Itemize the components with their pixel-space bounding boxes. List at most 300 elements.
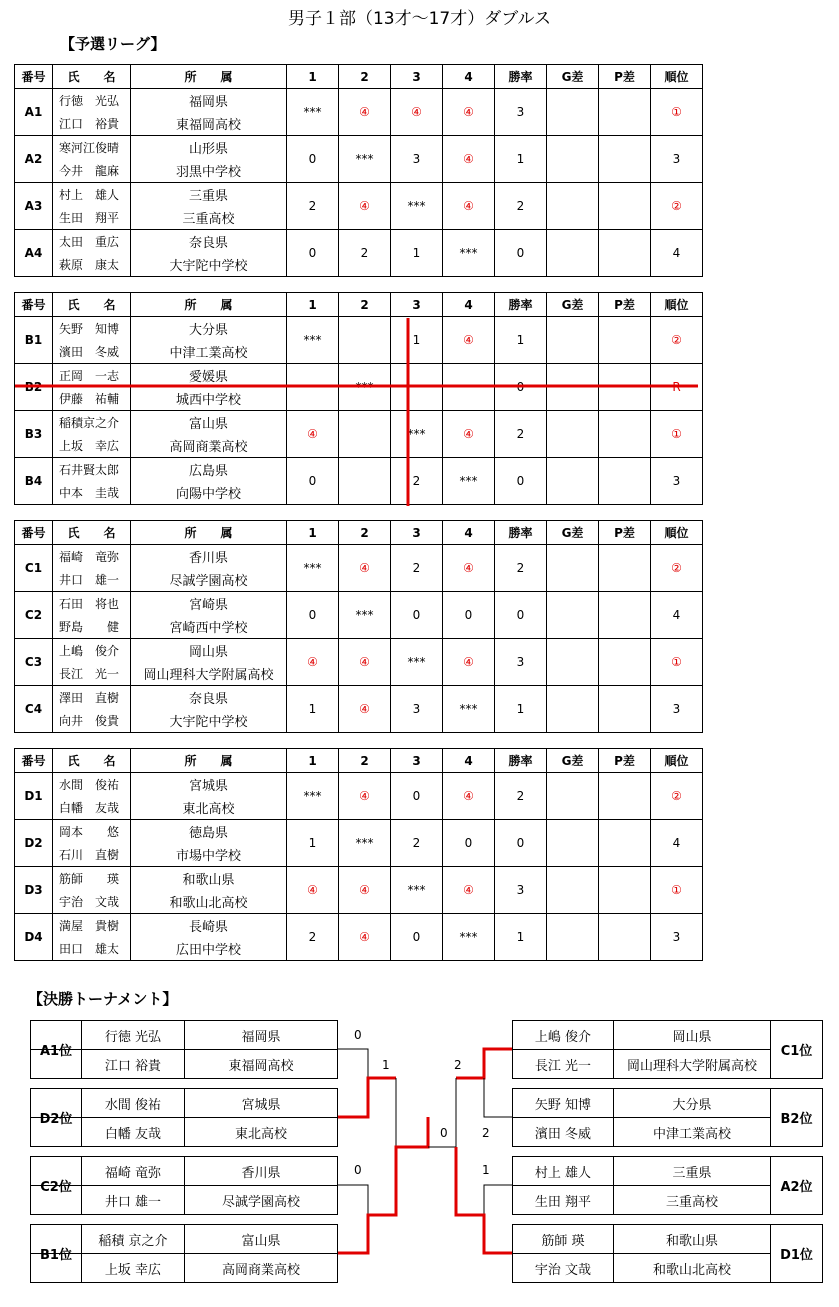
affiliation-pref: 和歌山県 — [131, 867, 287, 891]
header-c1: 1 — [287, 749, 339, 773]
header-c2: 2 — [339, 293, 391, 317]
result-cell: 0 — [391, 592, 443, 639]
p-diff — [599, 317, 651, 364]
affiliation-school: 和歌山北高校 — [652, 1262, 731, 1278]
header-name: 氏 名 — [53, 293, 131, 317]
header-no: 番号 — [15, 749, 53, 773]
player-name: 長江 光一 — [534, 1058, 592, 1074]
result-cell: ④ — [287, 639, 339, 686]
result-cell: *** — [443, 914, 495, 961]
header-g: G差 — [547, 65, 599, 89]
match-score: 1 — [382, 1058, 390, 1072]
win-count: 1 — [495, 686, 547, 733]
affiliation-pref: 福岡県 — [131, 89, 287, 113]
player-name: 井口 雄一 — [104, 1194, 162, 1210]
rank-cell: 3 — [651, 914, 703, 961]
result-cell: *** — [443, 458, 495, 505]
rank-cell: 3 — [651, 136, 703, 183]
header-rank: 順位 — [651, 65, 703, 89]
p-diff — [599, 914, 651, 961]
g-diff — [547, 411, 599, 458]
pair-id: C1 — [15, 545, 53, 592]
result-cell: *** — [287, 773, 339, 820]
g-diff — [547, 867, 599, 914]
player-name: 福崎 竜弥 — [53, 545, 131, 569]
pair-id: A3 — [15, 183, 53, 230]
affiliation-pref: 徳島県 — [131, 820, 287, 844]
pair-id: D4 — [15, 914, 53, 961]
header-win: 勝率 — [495, 65, 547, 89]
result-cell: ④ — [339, 867, 391, 914]
player-name: 稲積京之介 — [53, 411, 131, 435]
rank-cell: 4 — [651, 592, 703, 639]
win-count: 0 — [495, 820, 547, 867]
player-name: 村上 雄人 — [53, 183, 131, 207]
result-cell: ④ — [339, 773, 391, 820]
player-name: 矢野 知博 — [534, 1097, 592, 1113]
result-cell: 1 — [391, 230, 443, 277]
g-diff — [547, 639, 599, 686]
player-name: 上嶋 俊介 — [53, 639, 131, 663]
result-cell: ④ — [339, 89, 391, 136]
p-diff — [599, 136, 651, 183]
header-c3: 3 — [391, 293, 443, 317]
affiliation-school: 宮崎西中学校 — [131, 615, 287, 639]
match-score: 2 — [454, 1058, 462, 1072]
seed-label: D1位 — [780, 1248, 813, 1263]
pair-id: C4 — [15, 686, 53, 733]
seed-label: B2位 — [780, 1112, 813, 1127]
rank-cell: ① — [651, 867, 703, 914]
player-name: 生田 翔平 — [534, 1194, 592, 1210]
bracket-entry — [30, 1020, 338, 1079]
player-name: 萩原 康太 — [53, 253, 131, 277]
player-name: 生田 翔平 — [53, 206, 131, 230]
result-cell — [339, 317, 391, 364]
p-diff — [599, 773, 651, 820]
header-p: P差 — [599, 65, 651, 89]
affiliation-pref: 富山県 — [131, 411, 287, 435]
result-cell: ④ — [391, 89, 443, 136]
bracket-entry — [30, 1088, 338, 1147]
win-count: 1 — [495, 317, 547, 364]
rank-cell: ② — [651, 773, 703, 820]
result-cell: ④ — [443, 136, 495, 183]
result-cell: 2 — [391, 545, 443, 592]
affiliation-school: 大宇陀中学校 — [131, 253, 287, 277]
result-cell — [391, 364, 443, 411]
result-cell: 0 — [391, 773, 443, 820]
player-name: 岡本 悠 — [53, 820, 131, 844]
g-diff — [547, 136, 599, 183]
bracket-entry — [512, 1224, 824, 1283]
player-name: 正岡 一志 — [53, 364, 131, 388]
result-cell: 3 — [391, 136, 443, 183]
result-cell: ④ — [339, 183, 391, 230]
seed-label: C1位 — [780, 1044, 813, 1059]
affiliation-pref: 岡山県 — [131, 639, 287, 663]
player-name: 濱田 冬威 — [534, 1126, 592, 1142]
g-diff — [547, 773, 599, 820]
player-name: 村上 雄人 — [534, 1165, 592, 1181]
g-diff — [547, 686, 599, 733]
header-c4: 4 — [443, 521, 495, 545]
win-count: 1 — [495, 914, 547, 961]
rank-cell: 3 — [651, 458, 703, 505]
pair-id: D1 — [15, 773, 53, 820]
header-name: 氏 名 — [53, 749, 131, 773]
rank-cell: ① — [651, 411, 703, 458]
affiliation-school: 尽誠学園高校 — [221, 1194, 300, 1210]
affiliation-school: 東北高校 — [131, 796, 287, 820]
bracket-entry — [512, 1156, 824, 1215]
result-cell: ④ — [339, 545, 391, 592]
header-no: 番号 — [15, 65, 53, 89]
affiliation-school: 中津工業高校 — [131, 340, 287, 364]
result-cell: 2 — [391, 458, 443, 505]
header-win: 勝率 — [495, 749, 547, 773]
rank-cell: 4 — [651, 230, 703, 277]
player-name: 向井 俊貴 — [53, 709, 131, 733]
g-diff — [547, 317, 599, 364]
header-rank: 順位 — [651, 521, 703, 545]
result-cell: 0 — [287, 592, 339, 639]
p-diff — [599, 686, 651, 733]
affiliation-pref: 宮崎県 — [131, 592, 287, 616]
header-c1: 1 — [287, 293, 339, 317]
pair-id: C3 — [15, 639, 53, 686]
affiliation-pref: 富山県 — [241, 1233, 281, 1249]
player-name: 井口 雄一 — [53, 568, 131, 592]
affiliation-school: 尽誠学園高校 — [131, 568, 287, 592]
affiliation-pref: 香川県 — [131, 545, 287, 569]
affiliation-school: 向陽中学校 — [131, 481, 287, 505]
header-win: 勝率 — [495, 293, 547, 317]
g-diff — [547, 545, 599, 592]
rank-cell: ① — [651, 89, 703, 136]
affiliation-pref: 大分県 — [131, 317, 287, 341]
header-name: 氏 名 — [53, 521, 131, 545]
pair-id: C2 — [15, 592, 53, 639]
player-name: 稲積 京之介 — [98, 1233, 168, 1249]
result-cell: ④ — [443, 411, 495, 458]
p-diff — [599, 820, 651, 867]
player-name: 石川 直樹 — [53, 843, 131, 867]
p-diff — [599, 867, 651, 914]
bracket-entry — [512, 1020, 824, 1079]
header-p: P差 — [599, 293, 651, 317]
result-cell: 0 — [443, 820, 495, 867]
affiliation-pref: 大分県 — [672, 1097, 712, 1113]
p-diff — [599, 183, 651, 230]
page-title: 男子１部（13才～17才）ダブルス — [287, 9, 552, 29]
player-name: 満屋 貴樹 — [53, 914, 131, 938]
result-cell: *** — [287, 89, 339, 136]
header-c1: 1 — [287, 521, 339, 545]
result-cell — [339, 411, 391, 458]
header-c4: 4 — [443, 65, 495, 89]
affiliation-school: 城西中学校 — [131, 387, 287, 411]
result-cell: *** — [287, 545, 339, 592]
rank-cell: 4 — [651, 820, 703, 867]
result-cell: ④ — [339, 686, 391, 733]
seed-label: B1位 — [31, 1225, 82, 1282]
header-c3: 3 — [391, 65, 443, 89]
match-score: 0 — [354, 1028, 362, 1042]
affiliation-pref: 広島県 — [131, 458, 287, 482]
player-name: 石田 将也 — [53, 592, 131, 616]
g-diff — [547, 914, 599, 961]
affiliation-school: 中津工業高校 — [652, 1126, 731, 1142]
header-c4: 4 — [443, 293, 495, 317]
header-p: P差 — [599, 749, 651, 773]
header-g: G差 — [547, 521, 599, 545]
result-cell: *** — [339, 364, 391, 411]
affiliation-school: 広田中学校 — [131, 937, 287, 961]
result-cell: ④ — [443, 89, 495, 136]
p-diff — [599, 230, 651, 277]
rank-cell: ② — [651, 317, 703, 364]
rank-cell: ② — [651, 183, 703, 230]
player-name: 上坂 幸広 — [53, 434, 131, 458]
affiliation-pref: 宮城県 — [131, 773, 287, 797]
g-diff — [547, 230, 599, 277]
g-diff — [547, 89, 599, 136]
win-count: 2 — [495, 411, 547, 458]
affiliation-school: 東北高校 — [234, 1126, 287, 1142]
affiliation-school: 三重高校 — [131, 206, 287, 230]
result-cell: ④ — [443, 183, 495, 230]
result-cell: ④ — [287, 867, 339, 914]
player-name: 筋師 瑛 — [541, 1233, 585, 1249]
result-cell: 0 — [287, 136, 339, 183]
seed-label: A2位 — [780, 1180, 813, 1195]
g-diff — [547, 183, 599, 230]
rank-cell: ① — [651, 639, 703, 686]
player-name: 上嶋 俊介 — [534, 1029, 592, 1045]
player-name: 行徳 光弘 — [53, 89, 131, 113]
header-p: P差 — [599, 521, 651, 545]
win-count: 0 — [495, 592, 547, 639]
header-c2: 2 — [339, 749, 391, 773]
header-name: 氏 名 — [53, 65, 131, 89]
affiliation-school: 東福岡高校 — [131, 112, 287, 136]
affiliation-school: 岡山理科大学附属高校 — [131, 662, 287, 686]
player-name: 福崎 竜弥 — [104, 1165, 162, 1181]
match-score: 0 — [354, 1163, 362, 1177]
result-cell — [287, 364, 339, 411]
header-aff: 所 属 — [131, 65, 287, 89]
affiliation-pref: 奈良県 — [131, 686, 287, 710]
g-diff — [547, 458, 599, 505]
player-name: 矢野 知博 — [53, 317, 131, 341]
result-cell: ④ — [443, 317, 495, 364]
result-cell — [443, 364, 495, 411]
header-rank: 順位 — [651, 293, 703, 317]
header-c4: 4 — [443, 749, 495, 773]
league-table — [14, 292, 755, 505]
result-cell: 0 — [443, 592, 495, 639]
win-count: 2 — [495, 545, 547, 592]
affiliation-school: 羽黒中学校 — [131, 159, 287, 183]
header-c1: 1 — [287, 65, 339, 89]
result-cell: ④ — [443, 773, 495, 820]
pair-id: B3 — [15, 411, 53, 458]
header-c3: 3 — [391, 521, 443, 545]
player-name: 江口 裕貴 — [53, 112, 131, 136]
result-cell: 1 — [287, 820, 339, 867]
player-name: 澤田 直樹 — [53, 686, 131, 710]
affiliation-pref: 長崎県 — [131, 914, 287, 938]
player-name: 太田 重広 — [53, 230, 131, 254]
result-cell: 2 — [287, 183, 339, 230]
result-cell: *** — [391, 639, 443, 686]
result-cell: 0 — [287, 230, 339, 277]
result-cell: *** — [443, 230, 495, 277]
header-g: G差 — [547, 293, 599, 317]
result-cell: 3 — [391, 686, 443, 733]
header-no: 番号 — [15, 521, 53, 545]
player-name: 伊藤 祐輔 — [53, 387, 131, 411]
result-cell: 2 — [287, 914, 339, 961]
league-table — [14, 748, 755, 961]
result-cell: ④ — [339, 639, 391, 686]
header-aff: 所 属 — [131, 749, 287, 773]
player-name: 寒河江俊晴 — [53, 136, 131, 160]
pair-id: B1 — [15, 317, 53, 364]
p-diff — [599, 639, 651, 686]
player-name: 江口 裕貴 — [104, 1058, 162, 1074]
affiliation-school: 市場中学校 — [131, 843, 287, 867]
win-count: 0 — [495, 364, 547, 411]
win-count: 3 — [495, 89, 547, 136]
header-c3: 3 — [391, 749, 443, 773]
affiliation-school: 大宇陀中学校 — [131, 709, 287, 733]
affiliation-school: 岡山理科大学附属高校 — [626, 1058, 757, 1074]
player-name: 今井 龍麻 — [53, 159, 131, 183]
win-count: 3 — [495, 639, 547, 686]
result-cell: 1 — [391, 317, 443, 364]
affiliation-pref: 福岡県 — [241, 1029, 281, 1045]
player-name: 石井賢太郎 — [53, 458, 131, 482]
player-name: 宇治 文哉 — [534, 1262, 592, 1278]
win-count: 1 — [495, 136, 547, 183]
result-cell: 0 — [391, 914, 443, 961]
result-cell: 2 — [391, 820, 443, 867]
win-count: 3 — [495, 867, 547, 914]
header-win: 勝率 — [495, 521, 547, 545]
p-diff — [599, 364, 651, 411]
player-name: 田口 雄太 — [53, 937, 131, 961]
affiliation-school: 高岡商業高校 — [221, 1262, 300, 1278]
affiliation-school: 三重高校 — [665, 1194, 718, 1210]
bracket-entry — [30, 1156, 338, 1215]
header-rank: 順位 — [651, 749, 703, 773]
p-diff — [599, 545, 651, 592]
result-cell — [339, 458, 391, 505]
match-score: 0 — [440, 1126, 448, 1140]
player-name: 筋師 瑛 — [53, 867, 131, 891]
league-table — [14, 64, 755, 277]
result-cell: ④ — [443, 639, 495, 686]
affiliation-pref: 岡山県 — [672, 1029, 712, 1045]
header-g: G差 — [547, 749, 599, 773]
final-heading: 【決勝トーナメント】 — [28, 990, 178, 1008]
result-cell: *** — [339, 136, 391, 183]
pair-id: B2 — [15, 364, 53, 411]
result-cell: *** — [391, 183, 443, 230]
win-count: 2 — [495, 183, 547, 230]
player-name: 野島 健 — [53, 615, 131, 639]
pair-id: A2 — [15, 136, 53, 183]
result-cell: ④ — [287, 411, 339, 458]
pair-id: A4 — [15, 230, 53, 277]
header-c2: 2 — [339, 521, 391, 545]
result-cell: *** — [391, 867, 443, 914]
league-heading: 【予選リーグ】 — [60, 35, 166, 53]
pair-id: B4 — [15, 458, 53, 505]
player-name: 水間 俊祐 — [53, 773, 131, 797]
rank-cell: R — [651, 364, 703, 411]
result-cell: 0 — [287, 458, 339, 505]
affiliation-pref: 和歌山県 — [665, 1233, 718, 1249]
win-count: 0 — [495, 458, 547, 505]
pair-id: D3 — [15, 867, 53, 914]
result-cell: 1 — [287, 686, 339, 733]
header-no: 番号 — [15, 293, 53, 317]
affiliation-school: 高岡商業高校 — [131, 434, 287, 458]
g-diff — [547, 820, 599, 867]
g-diff — [547, 592, 599, 639]
bracket-entry — [512, 1088, 824, 1147]
player-name: 中本 圭哉 — [53, 481, 131, 505]
player-name: 長江 光一 — [53, 662, 131, 686]
result-cell: *** — [339, 820, 391, 867]
affiliation-pref: 三重県 — [672, 1165, 712, 1181]
p-diff — [599, 592, 651, 639]
p-diff — [599, 411, 651, 458]
affiliation-pref: 山形県 — [131, 136, 287, 160]
result-cell: ④ — [339, 914, 391, 961]
affiliation-pref: 香川県 — [241, 1165, 281, 1181]
rank-cell: ② — [651, 545, 703, 592]
win-count: 2 — [495, 773, 547, 820]
player-name: 宇治 文哉 — [53, 890, 131, 914]
p-diff — [599, 458, 651, 505]
pair-id: A1 — [15, 89, 53, 136]
result-cell: *** — [443, 686, 495, 733]
player-name: 上坂 幸広 — [104, 1262, 162, 1278]
seed-label: C2位 — [31, 1157, 82, 1214]
seed-label: A1位 — [31, 1021, 82, 1078]
affiliation-pref: 宮城県 — [241, 1097, 281, 1113]
league-table — [14, 520, 755, 733]
match-score: 2 — [482, 1126, 490, 1140]
player-name: 白幡 友哉 — [53, 796, 131, 820]
affiliation-school: 東福岡高校 — [228, 1058, 294, 1074]
header-c2: 2 — [339, 65, 391, 89]
rank-cell: 3 — [651, 686, 703, 733]
affiliation-school: 和歌山北高校 — [131, 890, 287, 914]
player-name: 白幡 友哉 — [104, 1126, 162, 1142]
g-diff — [547, 364, 599, 411]
win-count: 0 — [495, 230, 547, 277]
bracket-entry — [30, 1224, 338, 1283]
result-cell: *** — [339, 592, 391, 639]
pair-id: D2 — [15, 820, 53, 867]
player-name: 濱田 冬威 — [53, 340, 131, 364]
seed-label: D2位 — [31, 1089, 82, 1146]
